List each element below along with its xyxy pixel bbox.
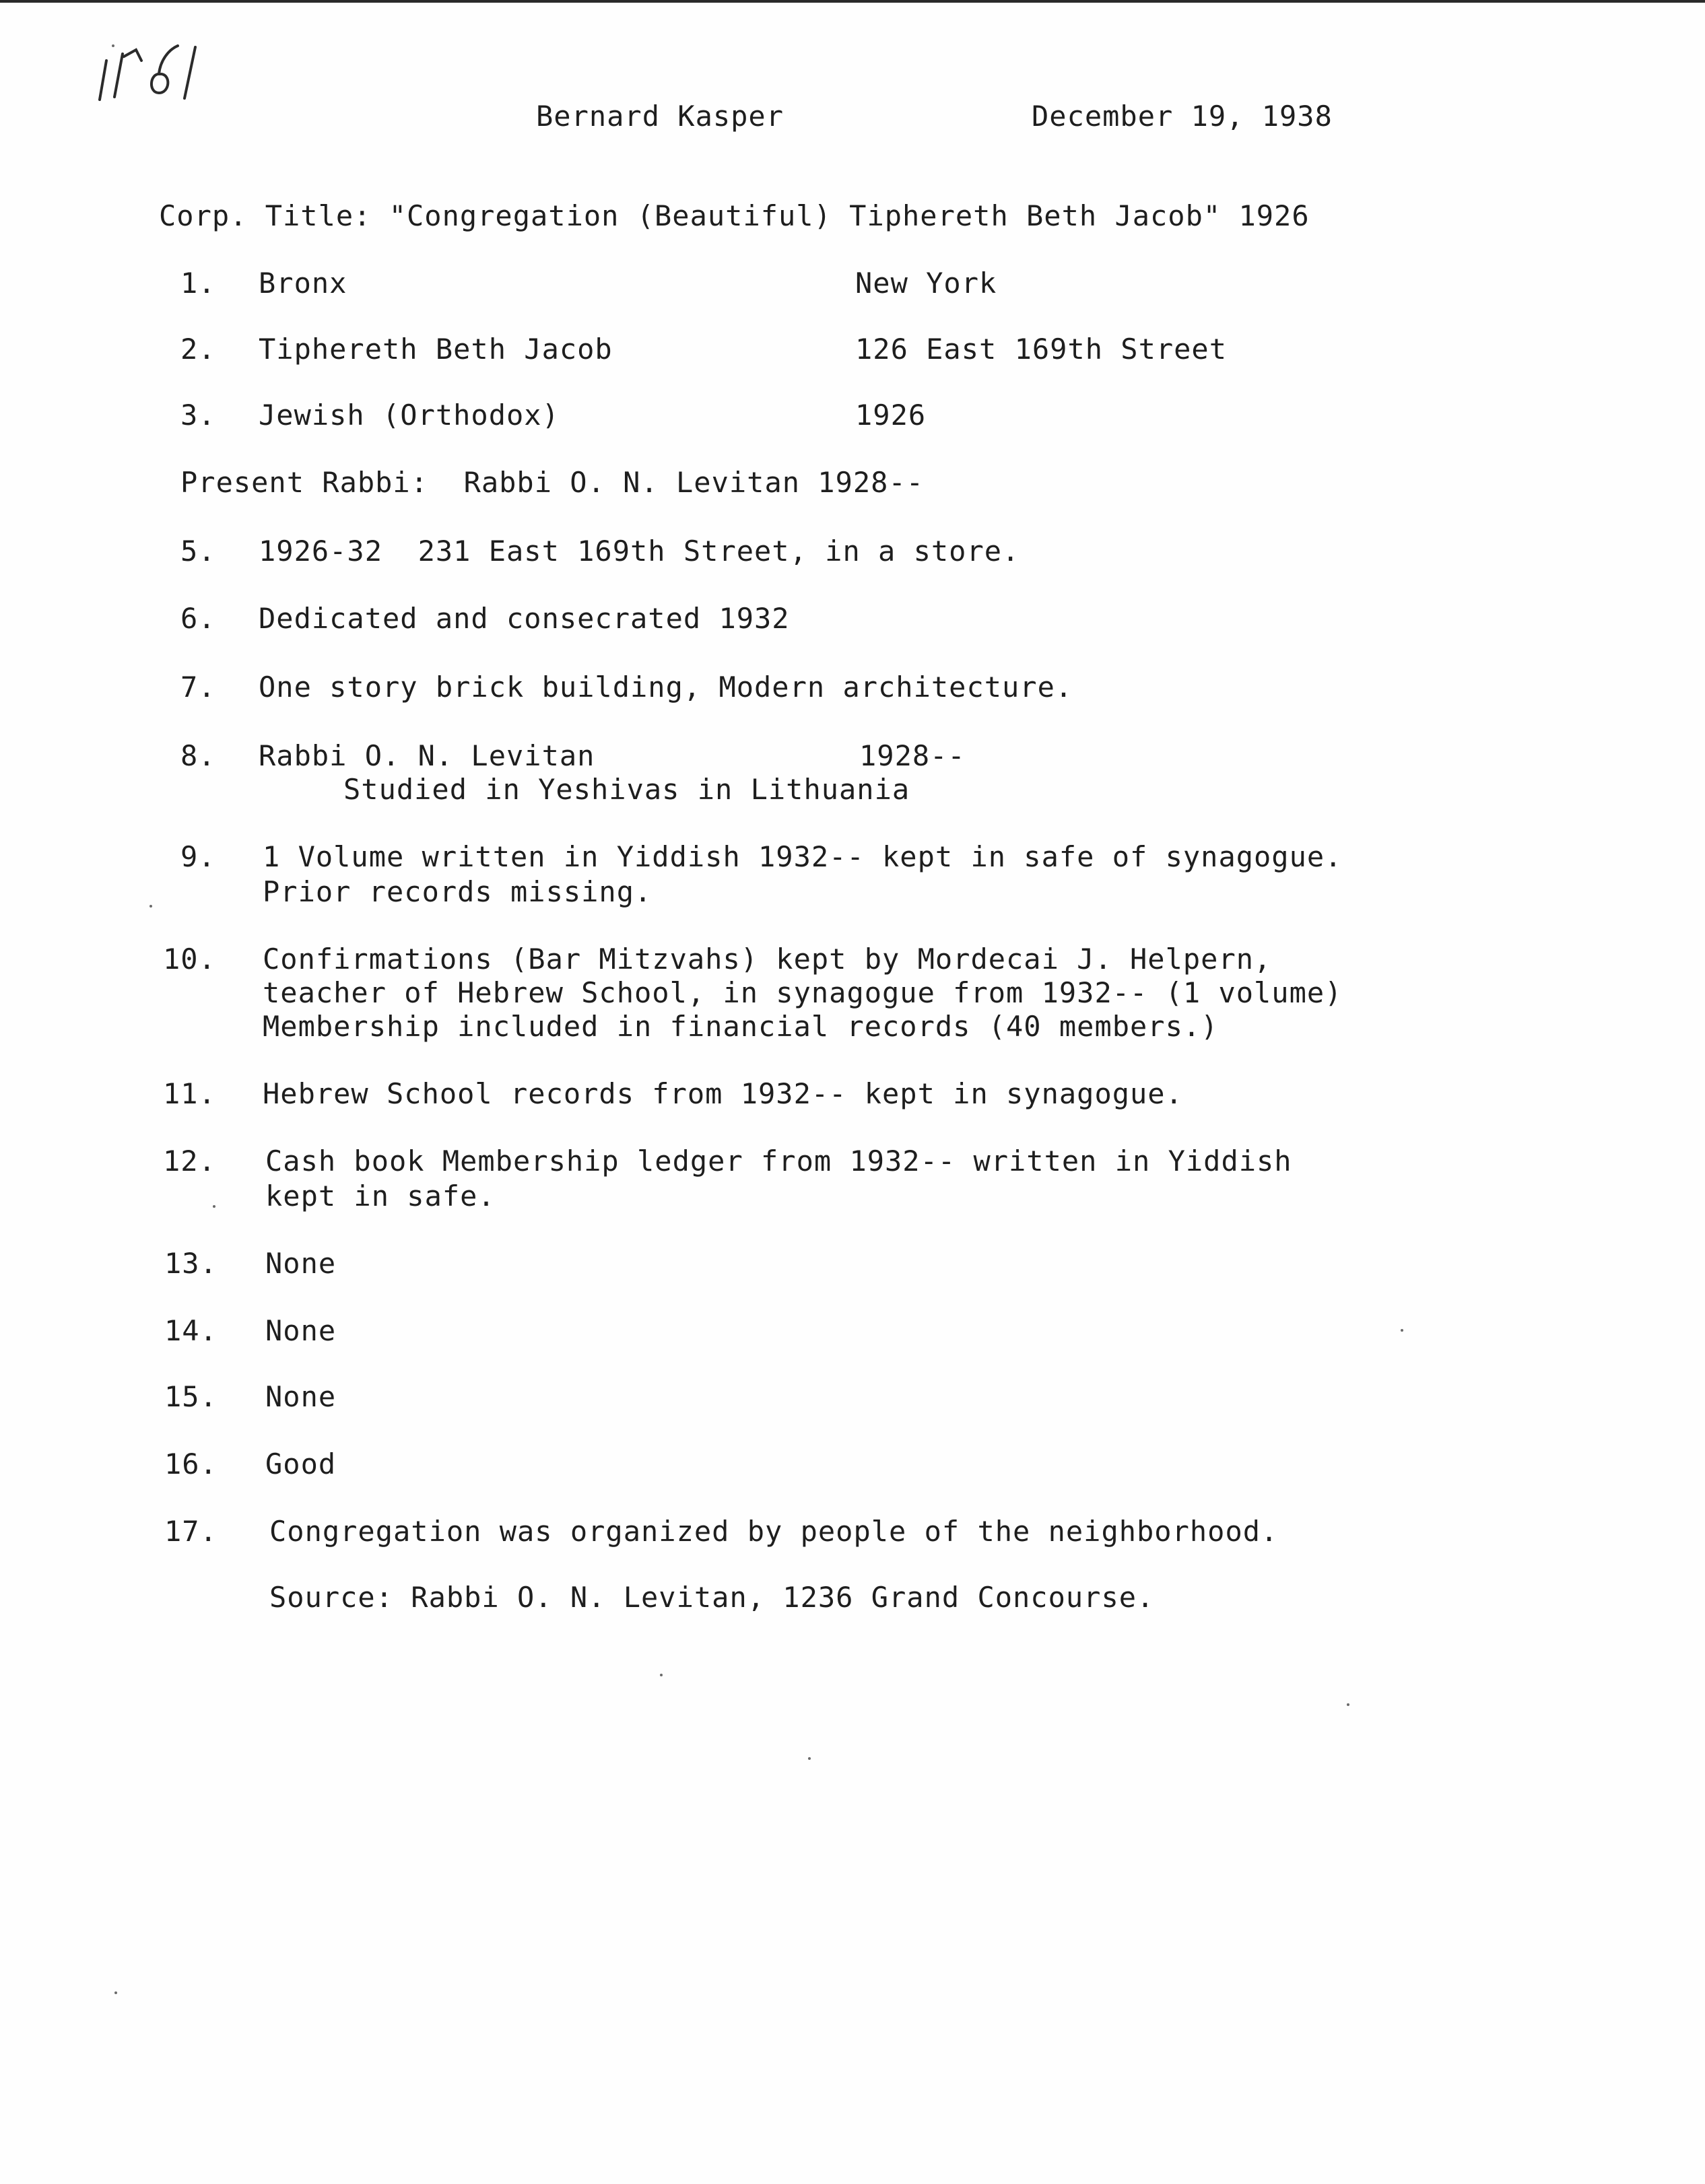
- item-value-right: 1928--: [859, 739, 966, 772]
- top-edge-border: [0, 0, 1705, 3]
- item-text: 1 Volume written in Yiddish 1932-- kept in safe of synagogue.: [263, 840, 1343, 873]
- item-number: 5.: [180, 535, 216, 568]
- item-number: 15.: [164, 1380, 218, 1413]
- item-value: Tiphereth Beth Jacob: [259, 333, 613, 366]
- item-number: 13.: [164, 1247, 218, 1280]
- item-text: 1926-32 231 East 169th Street, in a store.: [259, 535, 1020, 568]
- scan-speck: [660, 1674, 663, 1676]
- item-text: Dedicated and consecrated 1932: [259, 602, 790, 635]
- item-number: 7.: [180, 671, 216, 704]
- item-number: 10.: [163, 943, 216, 976]
- scan-speck: [114, 1991, 117, 1994]
- document-date: December 19, 1938: [1032, 100, 1333, 133]
- scan-speck: [112, 44, 114, 47]
- source-line: Source: Rabbi O. N. Levitan, 1236 Grand Concourse.: [269, 1581, 1155, 1614]
- handwritten-number: [94, 34, 256, 108]
- item-text-continued: teacher of Hebrew School, in synagogue from 1932-- (1 volume): [263, 976, 1343, 1009]
- item-value: Jewish (Orthodox): [259, 399, 560, 432]
- item-number: 3.: [180, 399, 216, 432]
- scan-speck: [808, 1757, 811, 1760]
- author-name: Bernard Kasper: [536, 100, 784, 133]
- item-number: 16.: [164, 1447, 218, 1480]
- item-text: None: [265, 1247, 337, 1280]
- item-text: Good: [265, 1447, 337, 1480]
- scan-speck: [1347, 1703, 1349, 1706]
- item-number: 2.: [180, 333, 216, 366]
- item-number: 1.: [180, 267, 216, 300]
- item-number: 11.: [163, 1077, 216, 1110]
- scan-speck: [1401, 1329, 1403, 1332]
- item-text: Cash book Membership ledger from 1932-- written in Yiddish: [265, 1145, 1292, 1178]
- item-text: Hebrew School records from 1932-- kept in synagogue.: [263, 1077, 1183, 1110]
- item-value-right: New York: [855, 267, 997, 300]
- item-text-continued: Prior records missing.: [263, 875, 653, 908]
- item-number: 6.: [180, 602, 216, 635]
- item-number: 8.: [180, 739, 216, 772]
- corp-title: Corp. Title: "Congregation (Beautiful) Tiphereth Beth Jacob" 1926: [159, 199, 1310, 232]
- item-text: Congregation was organized by people of the neighborhood.: [269, 1515, 1279, 1548]
- item-text: None: [265, 1314, 337, 1347]
- handwritten-number-drawing: [94, 34, 256, 108]
- item-text: Rabbi O. N. Levitan: [259, 739, 595, 772]
- item-value-right: 1926: [855, 399, 927, 432]
- item-number: 17.: [164, 1515, 218, 1548]
- item-value-right: 126 East 169th Street: [855, 333, 1228, 366]
- item-text-continued: kept in safe.: [265, 1180, 496, 1213]
- item-number: 12.: [163, 1145, 216, 1178]
- item-text: None: [265, 1380, 337, 1413]
- present-rabbi-line: Present Rabbi: Rabbi O. N. Levitan 1928--: [180, 466, 925, 499]
- item-number: 14.: [164, 1314, 218, 1347]
- scan-speck: [149, 905, 152, 908]
- item-number: 9.: [180, 840, 216, 873]
- item-text-continued: Studied in Yeshivas in Lithuania: [343, 773, 910, 806]
- scan-speck: [213, 1205, 215, 1208]
- item-text: Confirmations (Bar Mitzvahs) kept by Mordecai J. Helpern,: [263, 943, 1272, 976]
- item-value: Bronx: [259, 267, 347, 300]
- item-text: One story brick building, Modern architecture.: [259, 671, 1073, 704]
- item-text-continued: Membership included in financial records (40 members.): [263, 1010, 1219, 1043]
